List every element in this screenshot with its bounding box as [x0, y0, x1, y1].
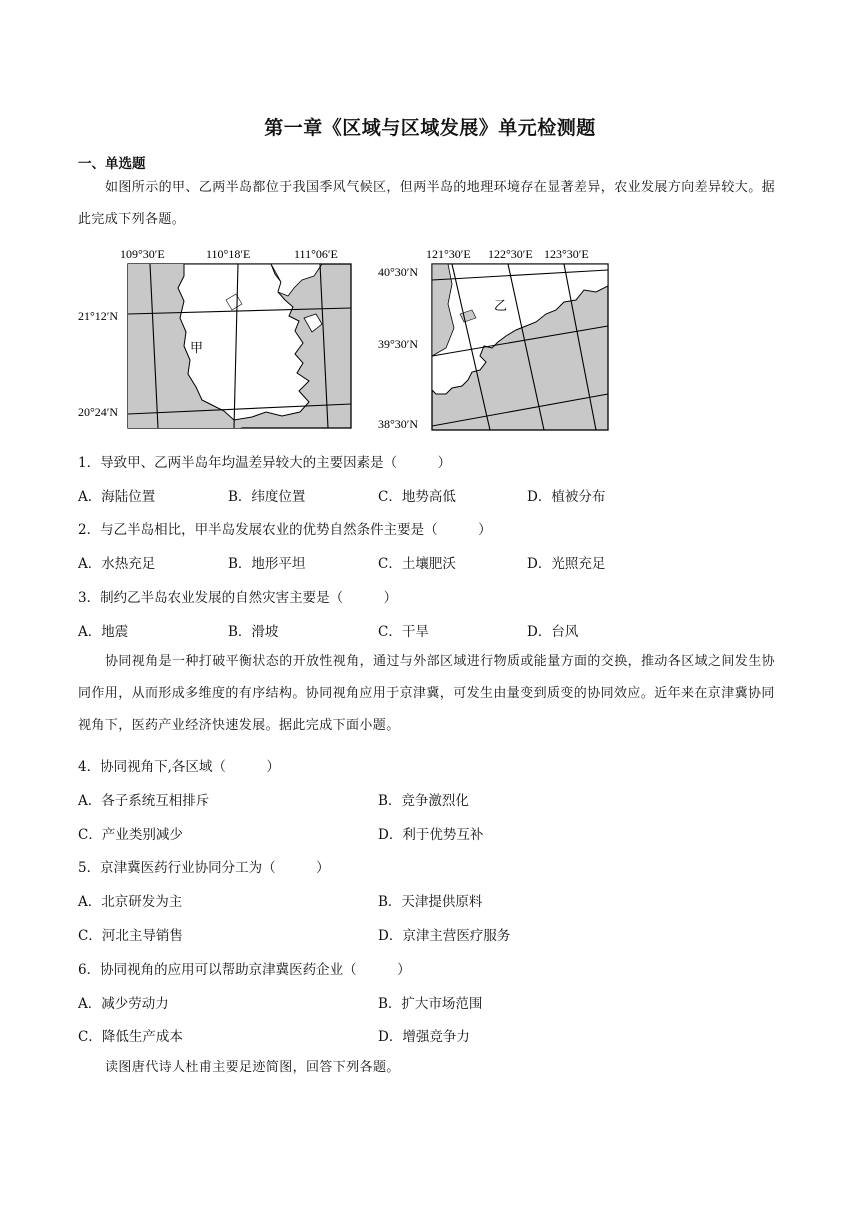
q4-option-b[interactable]: B．竞争激烈化 [378, 793, 469, 809]
intro-paragraph-3: 读图唐代诗人杜甫主要足迹简图，回答下列各题。 [105, 1060, 400, 1075]
q5-option-d[interactable]: D．京津主营医疗服务 [378, 928, 511, 944]
q3-option-c[interactable]: C．干旱 [378, 624, 429, 640]
q2-option-a[interactable]: A．水热充足 [78, 556, 156, 572]
q5-option-c[interactable]: C．河北主导销售 [78, 928, 183, 944]
question-3: 3．制约乙半岛农业发展的自然灾害主要是（ ） [78, 590, 398, 606]
jia-lat-label-2: 20°24′N [78, 405, 119, 419]
question-2: 2．与乙半岛相比，甲半岛发展农业的优势自然条件主要是（ ） [78, 522, 492, 538]
yi-region-label: 乙 [494, 298, 508, 313]
question-6: 6．协同视角的应用可以帮助京津冀医药企业（ ） [78, 962, 411, 978]
q1-option-b[interactable]: B．纬度位置 [228, 489, 306, 505]
q1-option-a[interactable]: A．海陆位置 [78, 489, 156, 505]
q2-option-c[interactable]: C．土壤肥沃 [378, 556, 456, 572]
q1-option-c[interactable]: C．地势高低 [378, 489, 456, 505]
intro-paragraph-1: 如图所示的甲、乙两半岛都位于我国季风气候区，但两半岛的地理环境存在显著差异，农业发展方向差异较大。据此完成下列各题。 [78, 180, 776, 227]
question-1: 1．导致甲、乙两半岛年均温差异较大的主要因素是（ ） [78, 455, 452, 471]
yi-lon-label-3: 123°30′E [544, 247, 589, 261]
question-4: 4．协同视角下,各区域（ ） [78, 759, 280, 775]
jia-region-label: 甲 [190, 340, 204, 355]
q3-option-b[interactable]: B．滑坡 [228, 624, 279, 640]
q3-option-a[interactable]: A．地震 [78, 624, 129, 640]
q3-option-d[interactable]: D．台风 [527, 624, 579, 640]
yi-lat-label-1: 40°30′N [378, 265, 419, 279]
map-yi [378, 247, 608, 431]
q5-option-a[interactable]: A．北京研发为主 [78, 894, 183, 910]
q1-option-d[interactable]: D．植被分布 [527, 489, 606, 505]
section-heading: 一、单选题 [78, 156, 146, 172]
yi-lat-label-3: 38°30′N [378, 417, 419, 431]
q2-option-b[interactable]: B．地形平坦 [228, 556, 306, 572]
q2-option-d[interactable]: D．光照充足 [527, 556, 606, 572]
q4-option-a[interactable]: A．各子系统互相排斥 [78, 793, 210, 809]
q6-option-b[interactable]: B．扩大市场范围 [378, 996, 483, 1012]
peninsula-maps [76, 244, 616, 438]
jia-lat-label-1: 21°12′N [78, 309, 119, 323]
map-jia [78, 247, 351, 428]
q6-option-d[interactable]: D．增强竞争力 [378, 1029, 470, 1045]
intro-paragraph-2: 协同视角是一种打破平衡状态的开放性视角，通过与外部区域进行物质或能量方面的交换，推动各区域之间发生协同作用，从而形成多维度的有序结构。协同视角应用于京津冀，可发生由量变到质变的协同效应。近年来在京津冀协同视角下，医药产业经济快速发展。据此完成下面小题。 [78, 654, 776, 733]
q4-option-c[interactable]: C．产业类别减少 [78, 827, 183, 843]
yi-lon-label-2: 122°30′E [488, 247, 533, 261]
yi-lat-label-2: 39°30′N [378, 337, 419, 351]
q4-option-d[interactable]: D．利于优势互补 [378, 827, 484, 843]
jia-lon-label-1: 109°30′E [120, 247, 165, 261]
page-title: 第一章《区域与区域发展》单元检测题 [264, 117, 596, 139]
q6-option-a[interactable]: A．减少劳动力 [78, 996, 169, 1012]
q5-option-b[interactable]: B．天津提供原料 [378, 894, 483, 910]
question-5: 5．京津冀医药行业协同分工为（ ） [78, 860, 330, 876]
jia-lon-label-3: 111°06′E [294, 247, 338, 261]
jia-lon-label-2: 110°18′E [206, 247, 251, 261]
q6-option-c[interactable]: C．降低生产成本 [78, 1029, 183, 1045]
yi-lon-label-1: 121°30′E [426, 247, 471, 261]
